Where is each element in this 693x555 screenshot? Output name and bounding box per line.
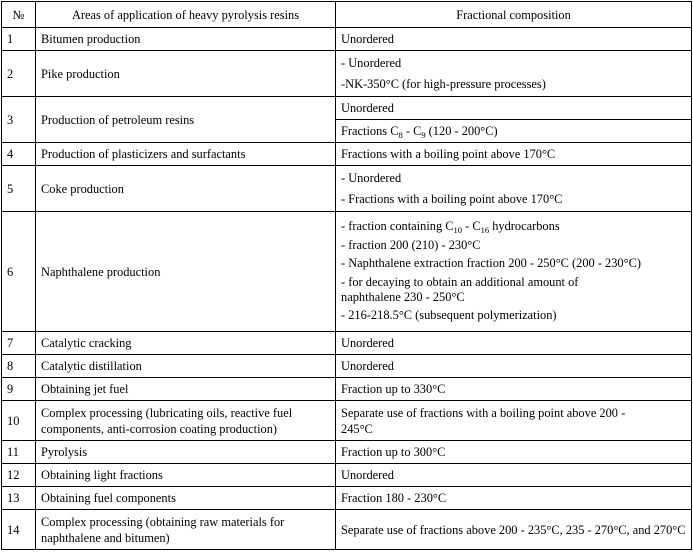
composition-line: - for decaying to obtain an additional amount of naphthalene 230 - 250°C [341, 274, 579, 304]
row-number: 7 [2, 332, 36, 355]
table-row [2, 464, 692, 487]
composition-line: Fraction up to 300°C [341, 445, 446, 459]
application-area: Production of petroleum resins [36, 97, 336, 143]
row-number: 4 [2, 143, 36, 166]
fractional-composition [336, 51, 692, 97]
composition-line: - Unordered [341, 171, 402, 185]
header-fractional-composition: Fractional composition [336, 2, 692, 28]
fractional-composition [336, 378, 692, 401]
fractional-composition [336, 28, 692, 51]
row-number: 14 [2, 510, 36, 550]
row-number: 10 [2, 401, 36, 441]
application-area: Catalytic cracking [36, 332, 336, 355]
header-number: № [2, 2, 36, 28]
row-number: 2 [2, 51, 36, 97]
composition-line: Separate use of fractions above 200 - 235°C, 235 - 270°C, and 270°C [341, 522, 686, 537]
fractional-composition [336, 464, 692, 487]
composition-line: - fraction 200 (210) - 230°C [341, 237, 481, 252]
table-row [2, 51, 692, 97]
table-row [2, 143, 692, 166]
application-area [36, 510, 336, 550]
fractional-composition [336, 510, 692, 550]
subscript: 16 [480, 225, 490, 236]
application-area: Pike production [36, 51, 336, 97]
fractional-composition [336, 166, 692, 212]
composition-line: Unordered [341, 468, 394, 482]
composition-line: Unordered [341, 359, 394, 373]
fractional-composition [336, 332, 692, 355]
fractional-composition [336, 441, 692, 464]
application-area: Obtaining jet fuel [36, 378, 336, 401]
table-row [2, 28, 692, 51]
application-area-text: Complex processing (obtaining raw materials for naphthalene and bitumen) [41, 514, 285, 545]
table-row [2, 332, 692, 355]
row-number: 11 [2, 441, 36, 464]
row-number: 13 [2, 487, 36, 510]
application-area [36, 401, 336, 441]
table-row [2, 166, 692, 212]
fractional-composition [336, 487, 692, 510]
composition-line: - Unordered [341, 56, 402, 70]
fractional-composition [336, 355, 692, 378]
row-number: 6 [2, 212, 36, 332]
fractional-composition [336, 143, 692, 166]
composition-line: Fraction up to 330°C [341, 382, 446, 396]
row-number: 12 [2, 464, 36, 487]
table-row [2, 510, 692, 550]
composition-line: Unordered [341, 32, 394, 46]
composition-line: -NK-350°C (for high-pressure processes) [341, 77, 546, 91]
header-application-areas: Areas of application of heavy pyrolysis resins [36, 2, 336, 28]
fractional-composition [336, 97, 692, 120]
composition-line: - Fractions with a boiling point above 170°C [341, 192, 563, 206]
application-area: Catalytic distillation [36, 355, 336, 378]
table-row [2, 441, 692, 464]
composition-line: - 216-218.5°C (subsequent polymerization) [341, 308, 557, 323]
fractional-composition [336, 212, 692, 332]
pyrolysis-resins-table [1, 1, 692, 550]
composition-line: Fraction 180 - 230°C [341, 491, 447, 505]
application-area: Obtaining fuel components [36, 487, 336, 510]
table-row [2, 97, 692, 120]
row-number: 5 [2, 166, 36, 212]
application-area: Pyrolysis [36, 441, 336, 464]
table-row [2, 401, 692, 441]
application-area: Coke production [36, 166, 336, 212]
composition-line: - fraction containing $C_{10} - C_{16}$ hydrocarbons [341, 219, 560, 236]
table-header-row [2, 2, 692, 28]
application-area-text: Complex processing (lubricating oils, reactive fuel components, anti-corrosion coating production) [41, 405, 293, 436]
row-number: 1 [2, 28, 36, 51]
row-number: 8 [2, 355, 36, 378]
row-number: 3 [2, 97, 36, 143]
table-row [2, 487, 692, 510]
application-area: Obtaining light fractions [36, 464, 336, 487]
table-row [2, 212, 692, 332]
application-area: Bitumen production [36, 28, 336, 51]
application-area: Naphthalene production [36, 212, 336, 332]
fractional-composition [336, 120, 692, 143]
subscript: 8 [398, 130, 403, 140]
subscript: 9 [421, 130, 426, 140]
composition-line: Fractions $C_8 - C_9$ (120 - 200°C) [341, 124, 498, 140]
composition-line: - Naphthalene extraction fraction 200 - 250°C (200 - 230°C) [341, 256, 641, 271]
application-area: Production of plasticizers and surfactants [36, 143, 336, 166]
composition-line: Fractions with a boiling point above 170°C [341, 147, 556, 161]
table-row [2, 355, 692, 378]
table-row [2, 378, 692, 401]
row-number: 9 [2, 378, 36, 401]
composition-line: Unordered [341, 336, 394, 350]
composition-line: Unordered [341, 101, 394, 115]
composition-line: Separate use of fractions with a boiling point above 200 - 245°C [341, 405, 626, 436]
subscript: 10 [453, 225, 463, 236]
fractional-composition [336, 401, 692, 441]
